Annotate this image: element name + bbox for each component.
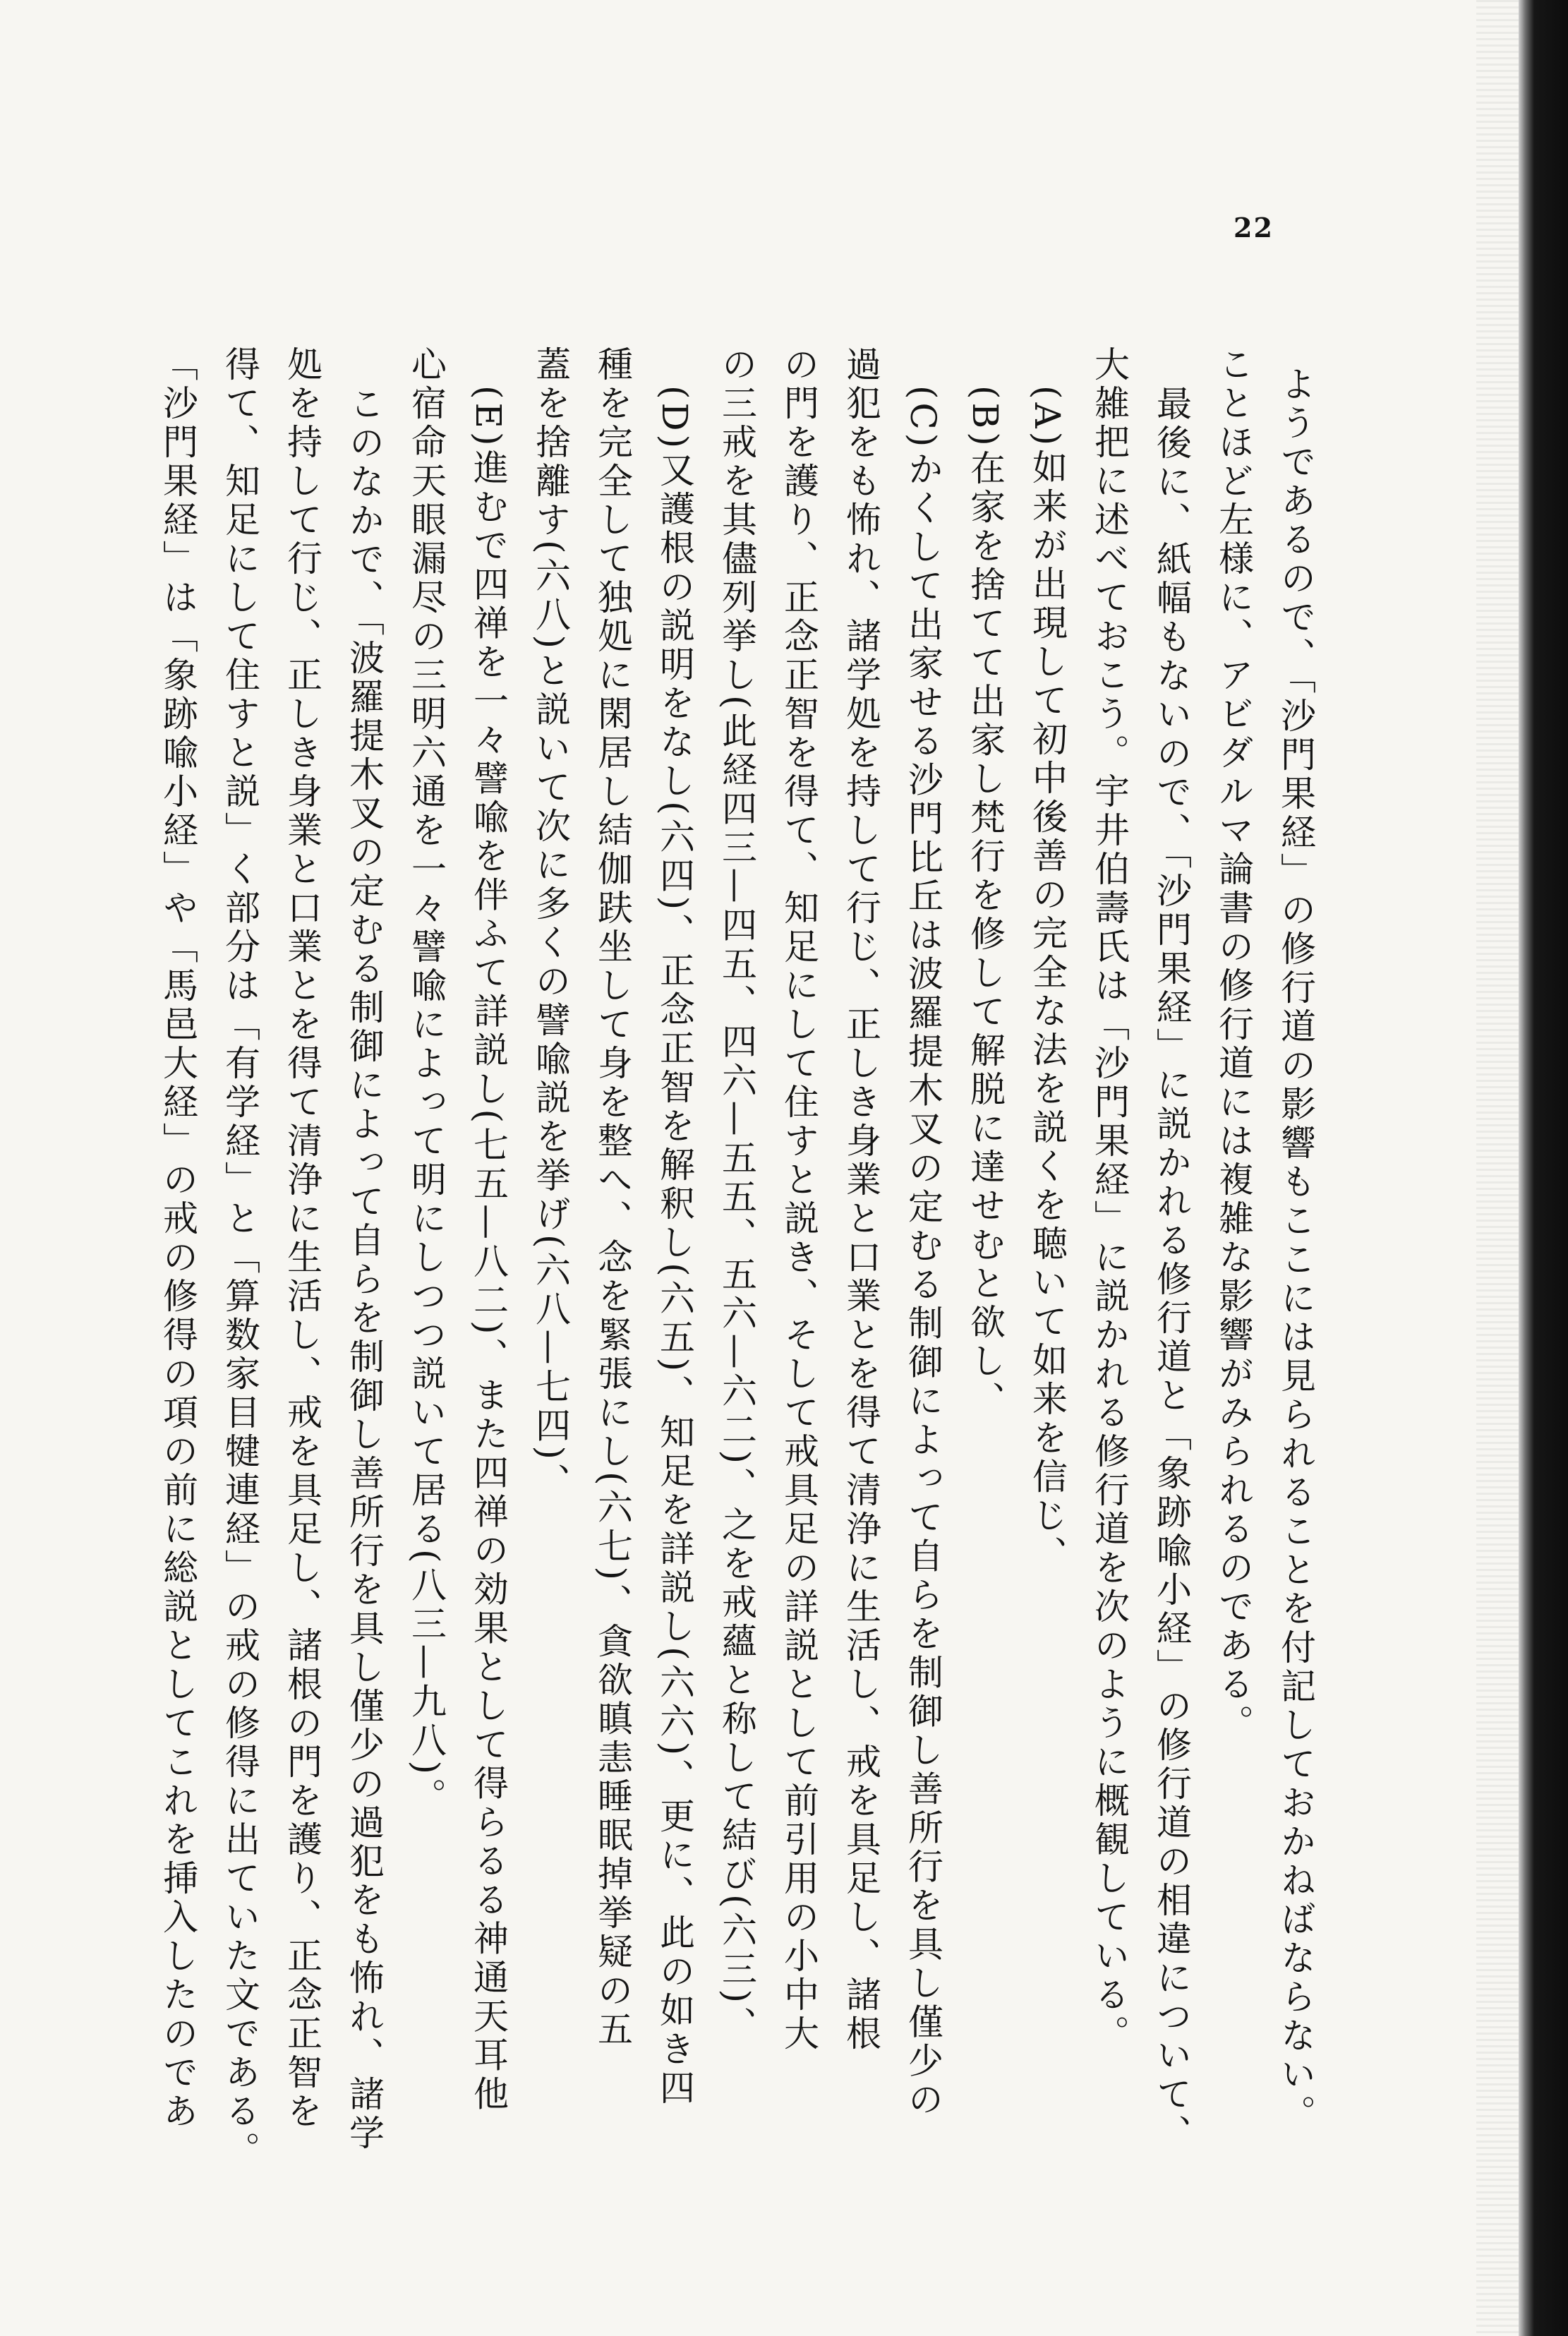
text-line: 最後に、紙幅もないので、「沙門果経」に説かれる修行道と「象跡喩小経」の修行道の相違について、 xyxy=(1151,385,1192,2153)
text-line: 得て、知足にして住すと説」く部分は「有学経」と「算数家目犍連経」の戒の修得に出ていた文である。 xyxy=(219,346,260,2170)
list-item-a: (A)如来が出現して初中後善の完全な法を説くを聴いて如来を信じ、 xyxy=(1027,385,1068,1575)
text-line: 「沙門果経」は「象跡喩小経」や「馬邑大経」の戒の修得の項の前に総説としてこれを挿入したのであ xyxy=(157,346,198,2131)
text-line: ことほど左様に、アビダルマ論書の修行道には複雑な影響がみられるのである。 xyxy=(1213,346,1254,1743)
text-line: 処を持して行じ、正しき身業と口業とを得て清浄に生活し、戒を具足し、諸根の門を護り、正念正智を xyxy=(282,346,322,2131)
text-line: 種を完全して独処に閑居し結伽趺坐して身を整へ、念を緊張にし(六七)、貪欲瞋恚睡眠掉挙疑の五 xyxy=(592,346,633,2050)
text-line: 大雑把に述べておこう。宇井伯壽氏は「沙門果経」に説かれる修行道を次のように概観している。 xyxy=(1089,346,1130,2054)
page-spine-shadow xyxy=(1519,0,1568,2336)
text-line: の門を護り、正念正智を得て、知足にして住すと説き、そして戒具足の詳説として前引用の小中大 xyxy=(778,346,819,2054)
text-line: 心宿命天眼漏尽の三明六通を一々譬喩によって明にしつつ説いて居る(八三—九八)。 xyxy=(406,346,447,1817)
vertical-body-text xyxy=(157,346,1327,2170)
scan-edge-texture xyxy=(1476,0,1519,2336)
list-item-d: (D)又護根の説明をなし(六四)、正念正智を解釈し(六五)、知足を詳説し(六六)、更に、此の如き四 xyxy=(654,385,695,2109)
text-line: 蓋を捨離す(六八)と説いて次に多くの譬喩説を挙げ(六八—七四)、 xyxy=(530,346,571,1503)
text-line: ようであるので、「沙門果経」の修行道の影響もここには見られることを付記しておかねばならない。 xyxy=(1275,366,1316,2133)
list-item-b: (B)在家を捨てて出家し梵行を修して解脱に達せむと欲し、 xyxy=(965,385,1006,1420)
list-item-c: (C)かくして出家せる沙門比丘は波羅提木叉の定むる制御によって自らを制御し善所行を具し僅少の xyxy=(903,385,943,2120)
text-line: 過犯をも怖れ、諸学処を持して行じ、正しき身業と口業とを得て清浄に生活し、戒を具足し、諸根 xyxy=(840,346,881,2054)
text-line: このなかで、「波羅提木叉の定むる制御によって自らを制御し善所行を具し僅少の過犯をも怖れ、諸学 xyxy=(344,385,385,2153)
text-line: の三戒を其儘列挙し(此経四三—四五、四六—五五、五六—六二)、之を戒蘊と称して結び(六三)、 xyxy=(716,346,757,2046)
page-number: 22 xyxy=(1234,212,1274,243)
list-item-e: (E)進むで四禅を一々譬喩を伴ふて詳説し(七五—八二)、また四禅の効果として得らるる神通天耳他 xyxy=(468,385,509,2114)
